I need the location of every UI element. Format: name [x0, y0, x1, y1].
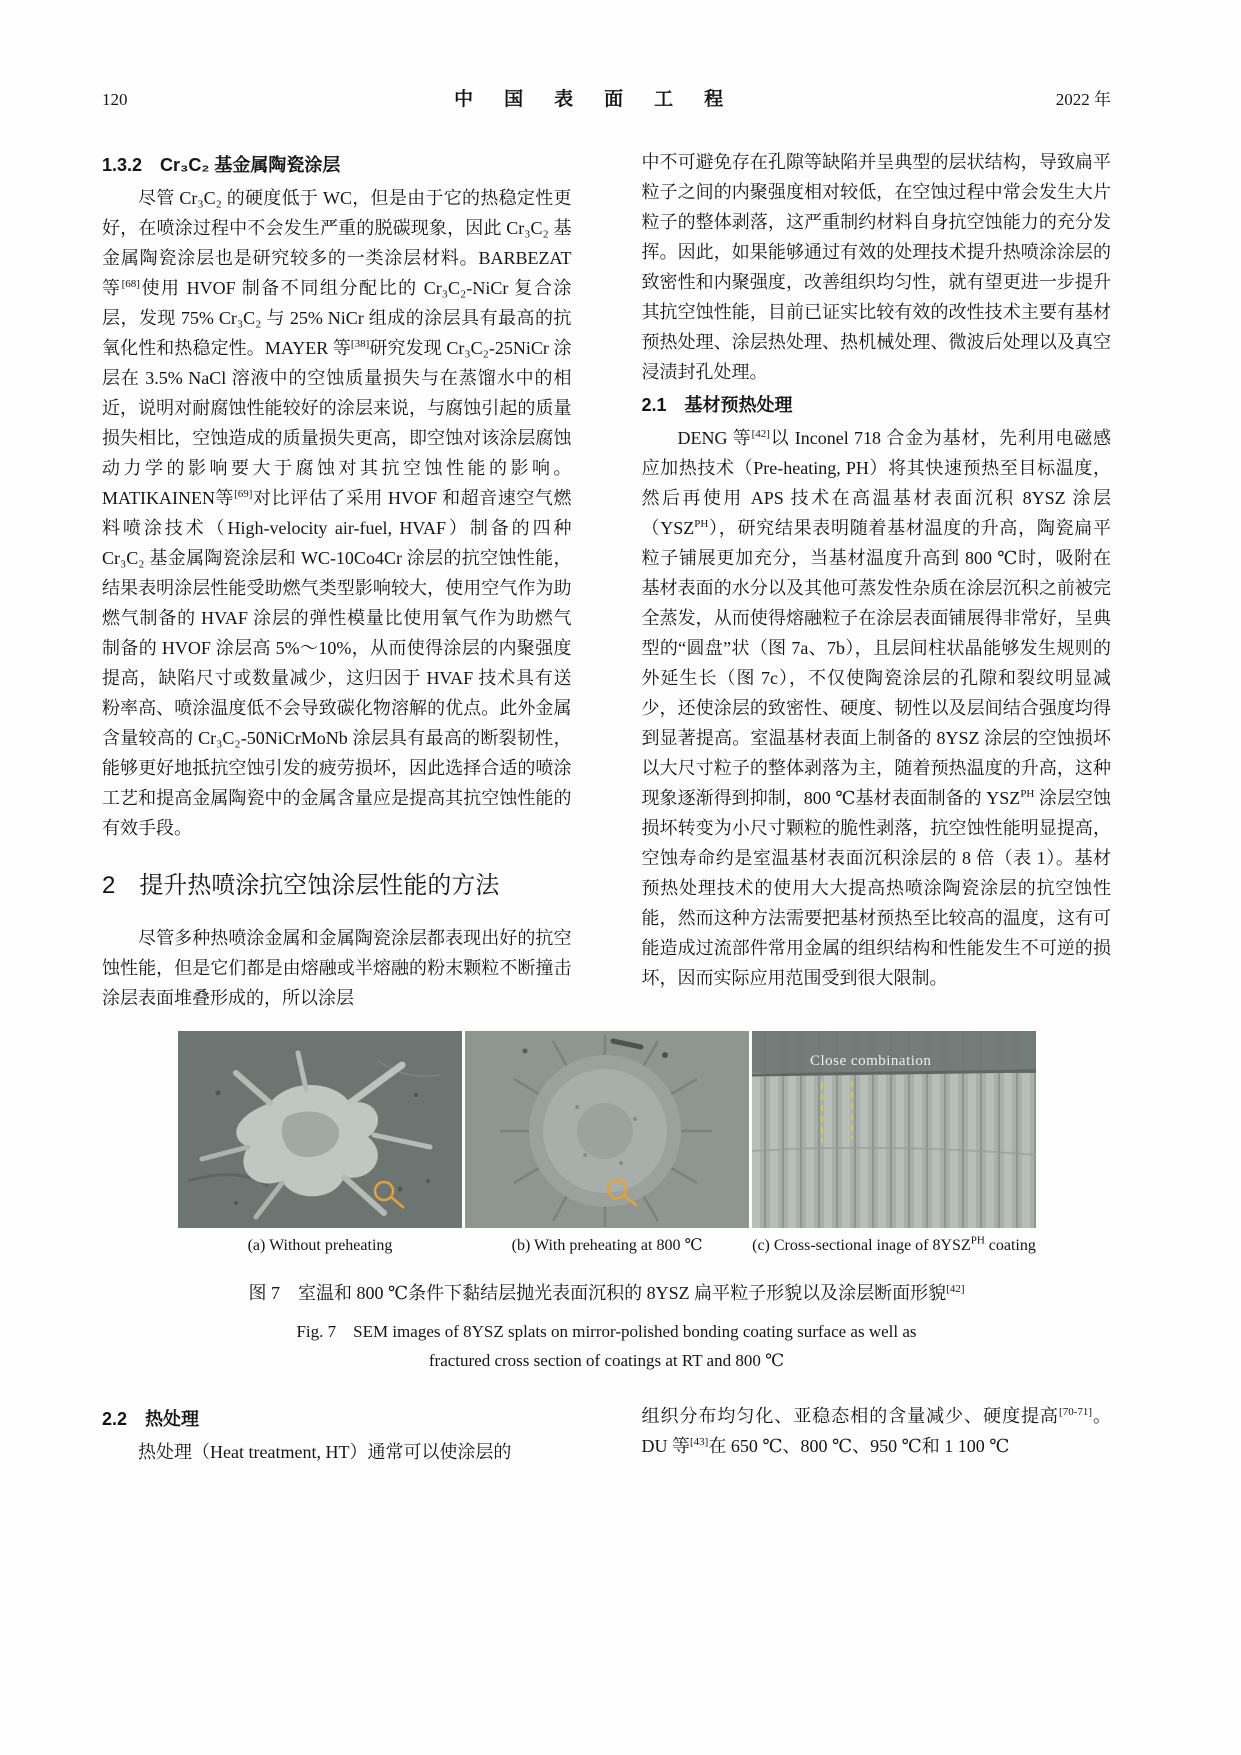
left-column — [102, 147, 572, 1013]
paragraph-preheating: DENG 等[42]以 Inconel 718 合金为基材，先利用电磁感应加热技术（Pre-heating, PH）将其快速预热至目标温度，然后再使用 APS 技术在高温基材表面沉积 8YSZ 涂层$(YSZ^{PH})$，研究结果表明随着基材温度的升高，陶瓷扁平粒子铺展更加充分，当基材温度升高到 800 ℃时，吸附在基材表面的水分以及其他可蒸发性杂质在涂层沉积之前被完全蒸发，从而使得熔融粒子在涂层表面铺展得非常好，呈典型的“圆盘”状（图 7a、7b），且层间柱状晶能够发生规则的外延生长（图 7c），不仅使陶瓷涂层的孔隙和裂纹明显减少，还使涂层的致密性、硬度、韧性以及层间结合强度均得到显著提高。室温基材表面上制备的 8YSZ 涂层的空蚀损坏以大尺寸粒子的整体剥落为主，随着预热温度的升高，这种现象逐渐得到抑制，800 ℃基材表面制备的 $YSZ^{PH}$ 涂层空蚀损坏转变为小尺寸颗粒的脆性剥落，抗空蚀性能明显提高，空蚀寿命约是室温基材表面沉积涂层的 8 倍（表 1）。基材预热处理技术的使用大大提高热喷涂陶瓷涂层的抗空蚀性能，然而这种方法需要把基材预热至比较高的温度，这有可能造成过流部件常用金属的组织结构和性能发生不可逆的损坏，因而实际应用范围受到很大限制。 — [641, 428, 1112, 988]
figure-caption — [102, 1279, 1111, 1371]
subcaption-c: (c) Cross-sectional inage of $8YSZ^{PH}$ coating — [752, 1234, 1036, 1254]
paragraph-section2-intro: 尽管多种热喷涂金属和金属陶瓷涂层都表现出好的抗空蚀性能，但是它们都是由熔融或半熔融的粉末颗粒不断撞击涂层表面堆叠形成的，所以涂层 — [102, 928, 572, 1008]
paragraph-section2-continued: 中不可避免存在孔隙等缺陷并呈典型的层状结构，导致扁平粒子之间的内聚强度相对较低，在空蚀过程中常会发生大片粒子的整体剥落，这严重制约材料自身抗空蚀能力的充分发挥。因此，如果能够通过有效的处理技术提升热喷涂涂层的致密性和内聚强度，改善组织均匀性，就有望更进一步提升其抗空蚀性能，目前已证实比较有效的改性技术主要有基材预热处理、涂层热处理、热机械处理、微波后处理以及真空浸渍封孔处理。 — [641, 152, 1111, 382]
heading-2-2: 2.2 热处理 — [102, 1409, 200, 1429]
sem-panel-cross-section — [752, 1031, 1036, 1228]
subcaption-b: (b) With preheating at 800 ℃ — [511, 1237, 703, 1254]
page-number: 120 — [102, 90, 128, 109]
sem-micrograph-b — [465, 1031, 749, 1228]
paragraph-cr3c2: 尽管 Cr₃C₂ 的硬度低于 WC，但是由于它的热稳定性更好，在喷涂过程中不会发生严重的脱碳现象，因此 Cr₃C₂ 基金属陶瓷涂层也是研究较多的一类涂层材料。BARBEZAT 等[68]使用 HVOF 制备不同组分配比的 Cr₃C₂-NiCr 复合涂层，发现 75% Cr₃C₂ 与 25% NiCr 组成的涂层具有最高的抗氧化性和热稳定性。MAYER 等[38]研究发现 Cr₃C₂-25NiCr 涂层在 3.5% NaCl 溶液中的空蚀质量损失与在蒸馏水中的相近，说明对耐腐蚀性能较好的涂层来说，与腐蚀引起的质量损失相比，空蚀造成的质量损失更高，即空蚀对该涂层腐蚀动力学的影响要大于腐蚀对其抗空蚀性能的影响。MATIKAINEN等[69]对比评估了采用 HVOF 和超音速空气燃料喷涂技术（High-velocity air-fuel, HVAF）制备的四种 Cr₃C₂ 基金属陶瓷涂层和 WC-10Co4Cr 涂层的抗空蚀性能，结果表明涂层性能受助燃气类型影响较大，使用空气作为助燃气制备的 HVAF 涂层的弹性模量比使用氧气作为助燃气制备的 HVOF 涂层高 5%～10%，从而使得涂层的内聚强度提高，缺陷尺寸或数量减少，这归因于 HVAF 技术具有送粉率高、喷涂温度低不会导致碳化物溶解的优点。此外金属含量较高的 Cr₃C₂-50NiCrMoNb 涂层具有最高的断裂韧性，能够更好地抵抗空蚀引发的疲劳损坏，因此选择合适的喷涂工艺和提高金属陶瓷中的金属含量应是提高其抗空蚀性能的有效手段。 — [102, 188, 572, 838]
figure-7 — [102, 1031, 1111, 1371]
page-header — [102, 84, 1111, 111]
bottom-right-column — [642, 1401, 1112, 1467]
main-columns — [102, 147, 1111, 1013]
journal-title: 中 国 表 面 工 程 — [454, 89, 730, 110]
issue-year: 2022 年 — [1055, 90, 1111, 109]
close-combination-label: Close combination — [810, 1053, 932, 1069]
paragraph-heat-treatment-continued: 组织分布均匀化、亚稳态相的含量减少、硬度提高[70-71]。DU 等[43]在 650 ℃、800 ℃、950 ℃和 1 100 ℃ — [641, 1406, 1112, 1456]
bottom-columns — [102, 1401, 1111, 1467]
figure-caption-en-line1: Fig. 7 SEM images of 8YSZ splats on mirror-polished bonding coating surface as well as — [296, 1322, 917, 1341]
right-column — [642, 147, 1112, 1013]
subcaption-a: (a) Without preheating — [247, 1237, 393, 1254]
sem-panel-without-preheating — [178, 1031, 462, 1228]
section-2-heading: 2 提升热喷涂抗空蚀涂层性能的方法 — [102, 872, 500, 899]
sem-micrograph-a — [178, 1031, 462, 1228]
heading-2-1: 2.1 基材预热处理 — [641, 395, 793, 415]
figure-subcaptions — [178, 1235, 1036, 1257]
heading-1-3-2: 1.3.2 Cr₃C₂ 基金属陶瓷涂层 — [102, 155, 341, 175]
figure-7-image-strip — [178, 1031, 1036, 1228]
sem-panel-with-preheating — [465, 1031, 749, 1228]
figure-caption-en-line2: fractured cross section of coatings at RT and 800 ℃ — [428, 1351, 785, 1370]
bottom-left-column — [102, 1401, 572, 1467]
figure-caption-cn: 图 7 室温和 800 ℃条件下黏结层抛光表面沉积的 8YSZ 扁平粒子形貌以及涂层断面形貌[42] — [248, 1283, 965, 1303]
paragraph-heat-treatment: 热处理（Heat treatment, HT）通常可以使涂层的 — [138, 1442, 512, 1462]
